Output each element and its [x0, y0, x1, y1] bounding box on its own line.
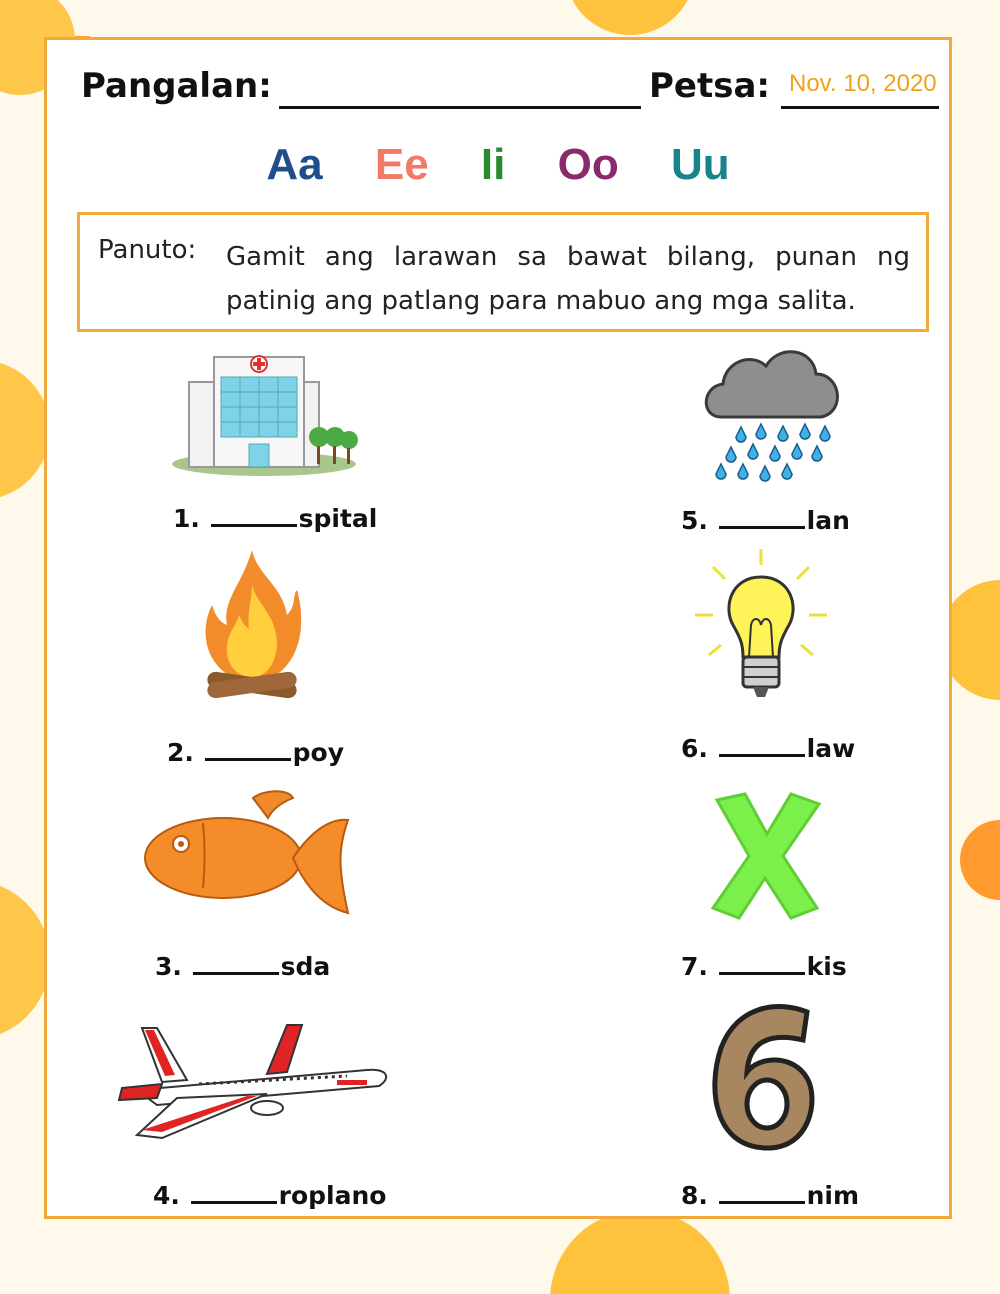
word-suffix: lan	[806, 506, 850, 535]
word-suffix: kis	[806, 952, 847, 981]
word-suffix: roplano	[278, 1181, 387, 1210]
word-suffix: spital	[298, 504, 378, 533]
word-suffix: sda	[280, 952, 331, 981]
item-number: 8.	[681, 1181, 708, 1210]
item-8-label	[681, 1181, 859, 1210]
word-suffix: law	[806, 734, 856, 763]
answer-blank[interactable]	[191, 1201, 277, 1204]
item-1-label	[173, 504, 377, 533]
airplane-icon	[117, 1020, 392, 1145]
item-number: 1.	[173, 504, 200, 533]
item-number: 7.	[681, 952, 708, 981]
fire-icon	[197, 545, 307, 710]
light-bulb-icon	[691, 545, 831, 705]
answer-blank[interactable]	[205, 758, 291, 761]
instructions-label: Panuto:	[98, 235, 197, 265]
word-suffix: nim	[806, 1181, 860, 1210]
vowel-i: Ii	[480, 140, 506, 189]
item-6-label	[681, 734, 855, 763]
fish-icon	[143, 788, 353, 928]
number-six-icon	[707, 998, 825, 1156]
answer-blank[interactable]	[211, 524, 297, 527]
hospital-icon	[169, 342, 359, 477]
item-number: 4.	[153, 1181, 180, 1210]
worksheet	[44, 37, 952, 1219]
answer-blank[interactable]	[719, 754, 805, 757]
x-mark-icon	[707, 790, 825, 922]
item-number: 3.	[155, 952, 182, 981]
item-4-label	[153, 1181, 386, 1210]
item-5-label	[681, 506, 850, 535]
date-label: Petsa:	[649, 66, 771, 106]
item-3-label	[155, 952, 330, 981]
name-label: Pangalan:	[81, 66, 272, 106]
answer-blank[interactable]	[719, 526, 805, 529]
vowel-o: Oo	[557, 140, 619, 189]
sun-decoration-icon	[955, 800, 1000, 920]
date-value: Nov. 10, 2020	[789, 70, 937, 97]
rain-cloud-icon	[701, 342, 846, 482]
item-number: 6.	[681, 734, 708, 763]
vowel-a: Aa	[266, 140, 323, 189]
instructions-text: Gamit ang larawan sa bawat bilang, punan ng patinig ang patlang para mabuo ang mga salita.	[226, 242, 910, 316]
vowel-e: Ee	[374, 140, 429, 189]
vowel-list	[47, 140, 949, 190]
item-2-label	[167, 738, 344, 767]
word-suffix: poy	[292, 738, 344, 767]
answer-blank[interactable]	[719, 1201, 805, 1204]
sun-decoration-icon	[540, 0, 720, 40]
item-number: 5.	[681, 506, 708, 535]
answer-blank[interactable]	[193, 972, 279, 975]
date-field[interactable]	[781, 106, 939, 109]
vowel-u: Uu	[670, 140, 730, 189]
name-field[interactable]	[279, 106, 641, 109]
item-number: 2.	[167, 738, 194, 767]
answer-blank[interactable]	[719, 972, 805, 975]
item-7-label	[681, 952, 847, 981]
instructions-box	[77, 212, 929, 332]
